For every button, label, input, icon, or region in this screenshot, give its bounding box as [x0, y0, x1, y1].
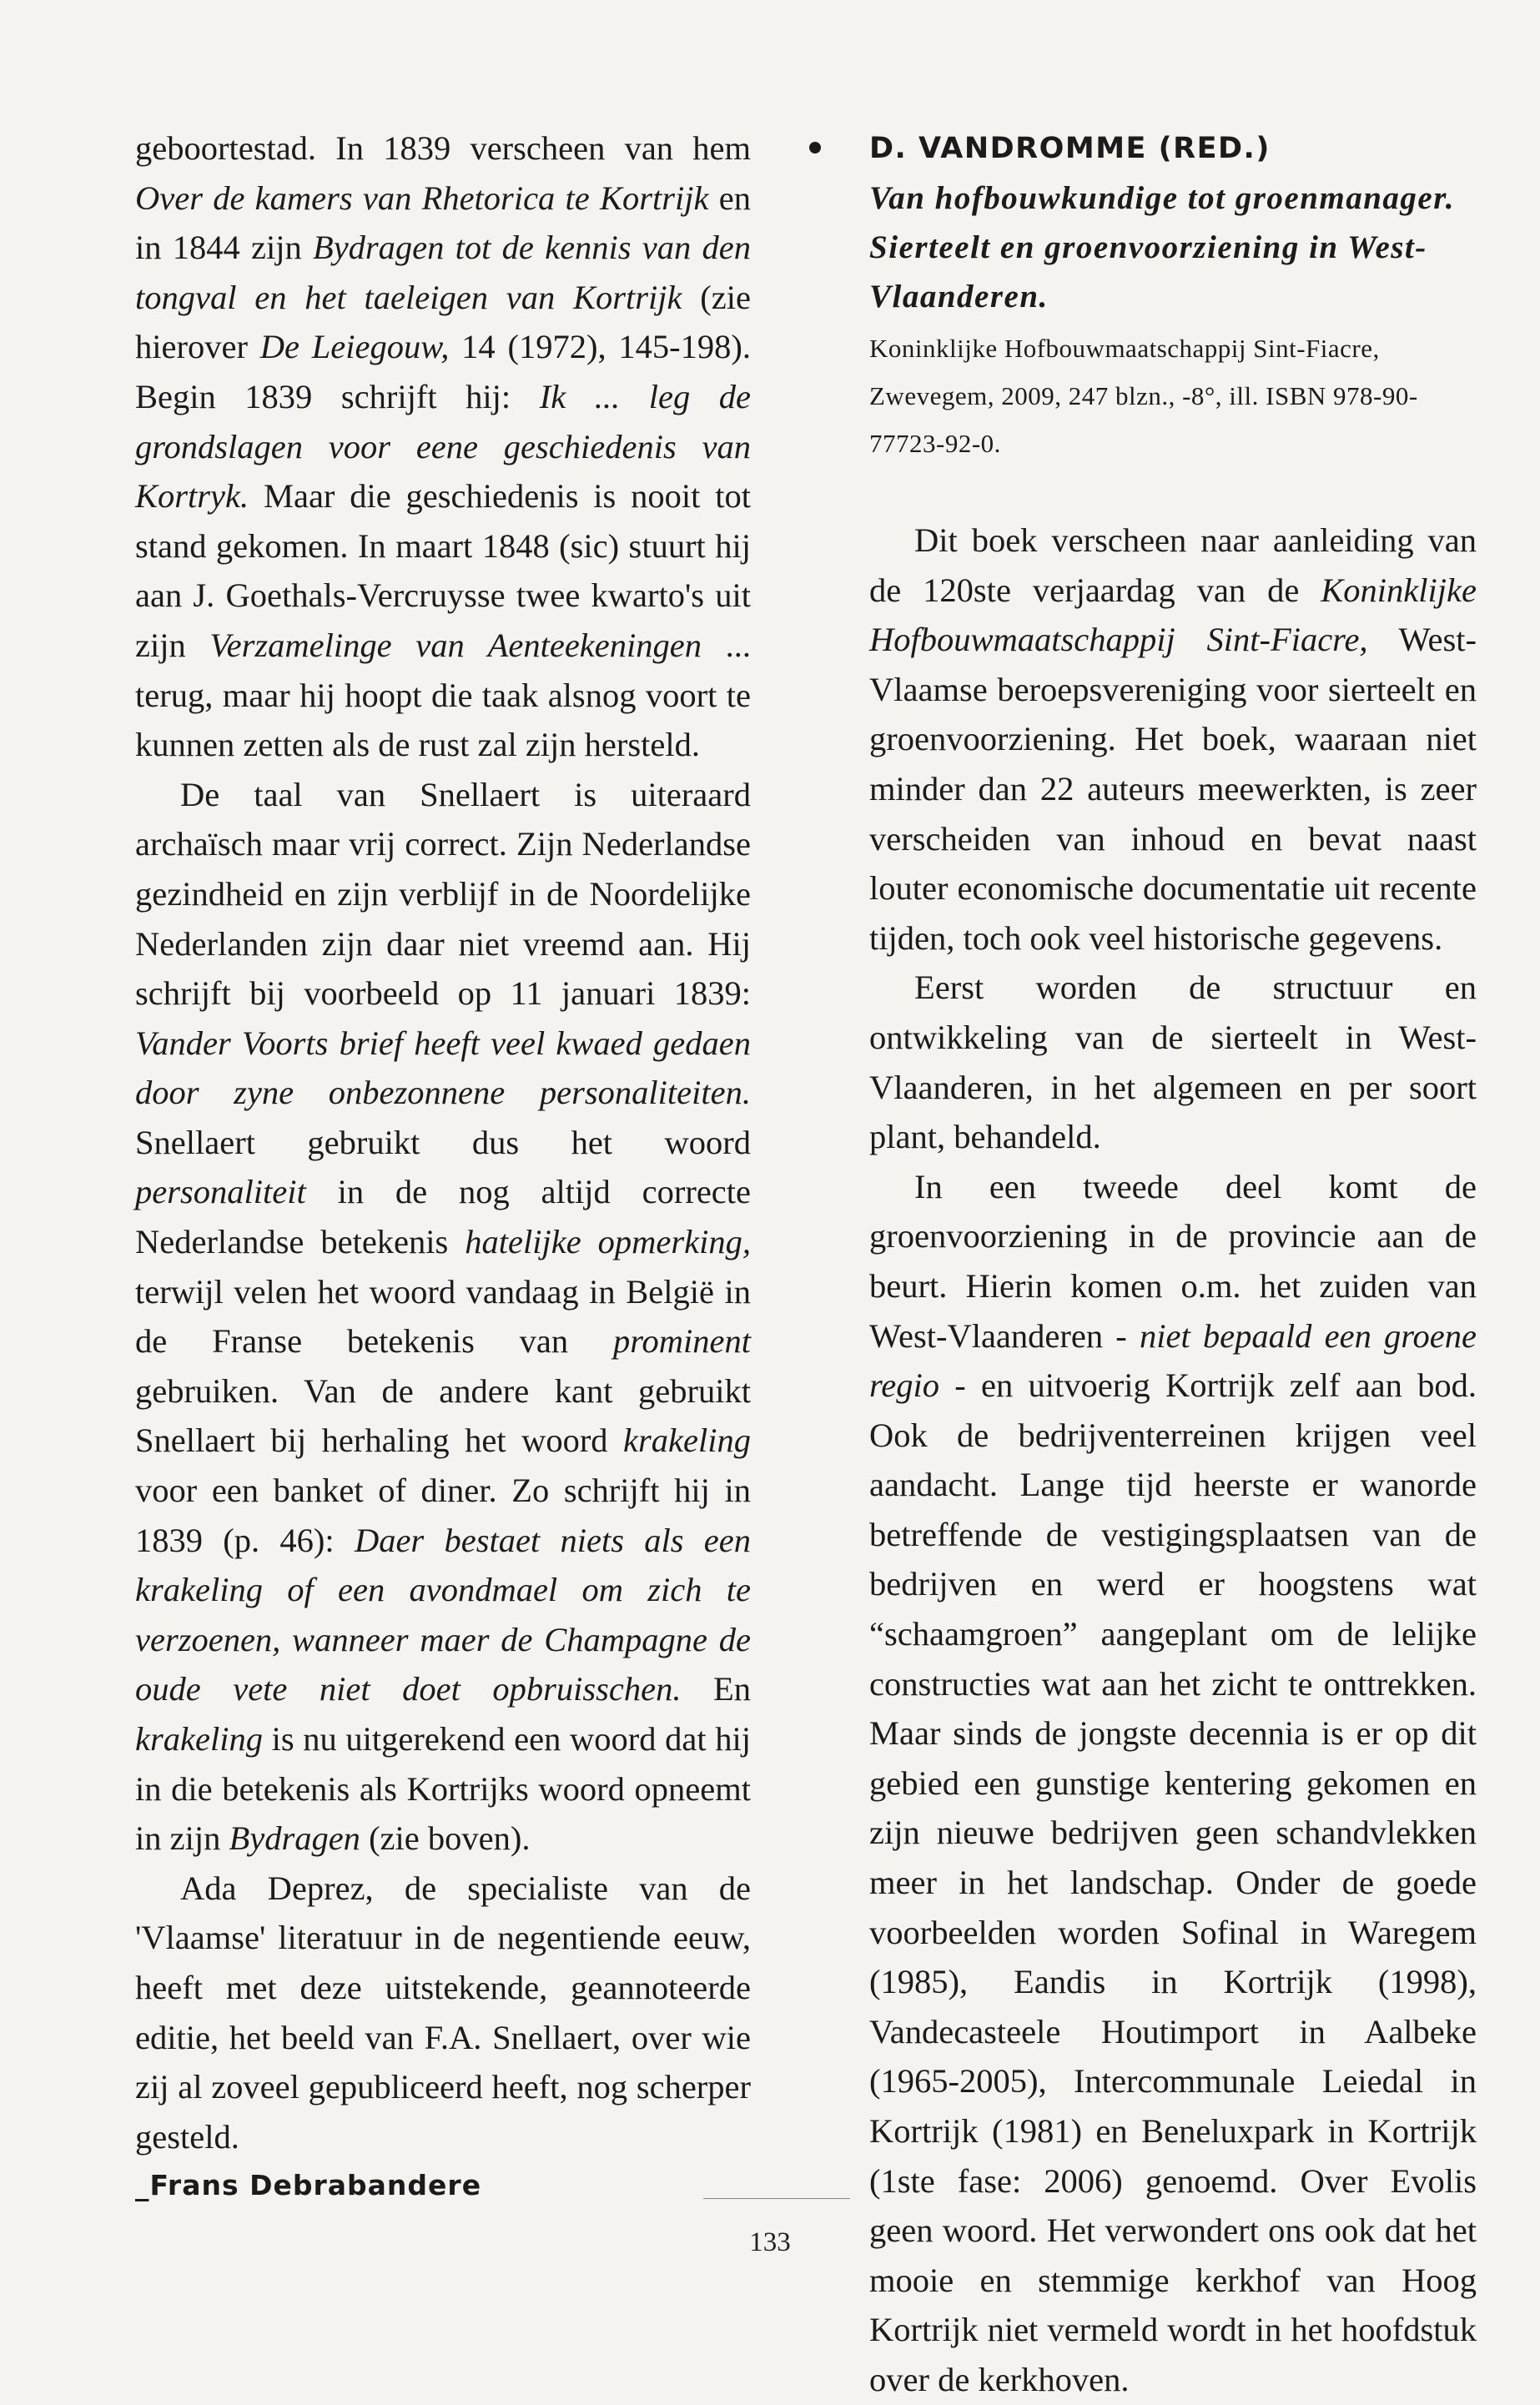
text: (zie hierover	[135, 278, 751, 366]
right-column	[869, 123, 1477, 2405]
text: En	[681, 1670, 751, 1708]
left-paragraph-2	[135, 770, 751, 1864]
italic-text: personaliteit	[135, 1173, 306, 1211]
text: terwijl velen het woord vandaag in België in de Franse betekenis van	[135, 1272, 751, 1361]
footer-rule	[703, 2198, 850, 2199]
page-number: 133	[749, 2227, 791, 2257]
italic-text: Bydragen tot de kennis van den tongval en het taeleigen van Kortrijk	[135, 229, 751, 316]
text: Snellaert gebruikt dus het woord	[135, 1123, 751, 1161]
review-title: Van hofbouwkundige tot groenmanager. Sierteelt en groenvoorziening in West-Vlaanderen.	[869, 180, 1455, 314]
text: gebruiken. Van de andere kant gebruikt Snellaert bij herhaling het woord	[135, 1371, 751, 1460]
italic-text: hatelijke opmerking,	[465, 1223, 751, 1261]
text: in de nog altijd correcte Nederlandse betekenis	[135, 1173, 751, 1261]
italic-text: Daer bestaet niets als een krakeling of een avondmael om zich te verzoenen, wanneer maer de Champagne de oude vete niet doet opbruisschen.	[135, 1521, 751, 1708]
text: West-Vlaamse beroepsvereniging voor sierteelt en groenvoorziening. Het boek, waaraan niet minder dan 22 auteurs meewerkten, is zeer verscheiden van inhoud en bevat naast louter economische documentatie uit recente tijden, toch ook veel historische gegevens.	[869, 621, 1477, 957]
text: De taal van Snellaert is uiteraard archaïsch maar vrij correct. Zijn Nederlandse gezindheid en zijn verblijf in de Noordelijke Nederlanden zijn daar niet vreemd aan. Hij schrijft bij voorbeeld op 11 januari 1839:	[135, 775, 751, 1013]
review-author: D. VANDROMME (RED.)	[869, 132, 1271, 165]
italic-text: prominent	[613, 1322, 751, 1361]
signature: _Frans Debrabandere	[135, 2169, 482, 2202]
italic-text: De Leiegouw,	[259, 328, 450, 366]
text: voor een banket of diner. Zo schrijft hij in 1839 (p. 46):	[135, 1472, 751, 1559]
italic-text: Koninklijke Hofbouwmaatschappij Sint-Fiacre,	[869, 571, 1477, 659]
italic-text: Ik ... leg de grondslagen voor eene geschiedenis van Kortryk.	[135, 377, 751, 516]
italic-text: Bydragen	[229, 1819, 360, 1858]
italic-text: niet bepaald een groene regio	[869, 1316, 1477, 1405]
left-column	[135, 123, 751, 2203]
review-publication: Koninklijke Hofbouwmaatschappij Sint-Fiacre, Zwevegem, 2009, 247 blzn., -8°, ill. ISBN 978-90-77723-92-0.	[869, 334, 1418, 458]
text: geboortestad. In 1839 verscheen van hem	[135, 129, 751, 167]
right-paragraph-1	[869, 516, 1477, 963]
italic-text: krakeling	[135, 1720, 263, 1758]
text: Maar die geschiedenis is nooit tot stand gekomen. In maart 1848 (sic) stuurt hij aan J. Goethals-Vercruysse twee kwarto's uit zijn	[135, 477, 751, 664]
left-paragraph-3: Ada Deprez, de specialiste van de 'Vlaamse' literatuur in de negentiende eeuw, heeft met deze uitstekende, geannoteerde editie, het beeld van F.A. Snellaert, over wie zij al zoveel gepubliceerd heeft, nog scherper gesteld.	[135, 1869, 751, 2156]
italic-text: Vander Voorts brief heeft veel kwaed gedaen door zyne onbezonnene personaliteiten.	[135, 1024, 751, 1112]
right-paragraph-2: Eerst worden de structuur en ontwikkeling van de sierteelt in West-Vlaanderen, in het algemeen en per soort plant, behandeld.	[869, 969, 1477, 1156]
bullet-icon	[809, 142, 821, 153]
text: In een tweede deel komt de groenvoorziening in de provincie aan de beurt. Hierin komen o.m. het zuiden van West-Vlaanderen -	[869, 1167, 1477, 1355]
left-paragraph-1	[135, 123, 751, 770]
italic-text: krakeling	[623, 1421, 751, 1460]
italic-text: Over de kamers van Rhetorica te Kortrijk	[135, 179, 709, 217]
italic-text: Verzamelinge van Aenteekeningen	[209, 626, 702, 664]
text: en in 1844 zijn	[135, 179, 751, 267]
right-paragraph-3	[869, 1162, 1477, 2405]
text: is nu uitgerekend een woord dat hij in die betekenis als Kortrijks woord opneemt in zijn	[135, 1720, 751, 1858]
text: Dit boek verscheen naar aanleiding van de 120ste verjaardag van de	[869, 521, 1477, 609]
text: - en uitvoerig Kortrijk zelf aan bod. Ook de bedrijventerreinen krijgen veel aandacht. Lange tijd heerste er wanorde betreffende de vestigingsplaatsen van de bedrijven en werd er hoogstens wat “schaamgroen” aangeplant om de lelijke constructies wat aan het zicht te onttrekken. Maar sinds de jongste decennia is er op dit gebied een gunstige kentering gekomen en zijn nieuwe bedrijven geen schandvlekken meer in het landschap. Onder de goede voorbeelden worden Sofinal in Waregem (1985), Eandis in Kortrijk (1998), Vandecasteele Houtimport in Aalbeke (1965-2005), Intercommunale Leiedal in Kortrijk (1981) en Beneluxpark in Kortrijk (1ste fase: 2006) genoemd. Over Evolis geen woord. Het verwondert ons ook dat het mooie en stemmige kerkhof van Hoog Kortrijk niet vermeld wordt in het hoofdstuk over de kerkhoven.	[869, 1366, 1477, 2398]
text: (zie boven).	[360, 1819, 531, 1858]
text: ... terug, maar hij hoopt die taak alsnog voort te kunnen zetten als de rust zal zijn hersteld.	[135, 626, 752, 764]
text: 14 (1972), 145-198). Begin 1839 schrijft hij:	[135, 328, 751, 415]
